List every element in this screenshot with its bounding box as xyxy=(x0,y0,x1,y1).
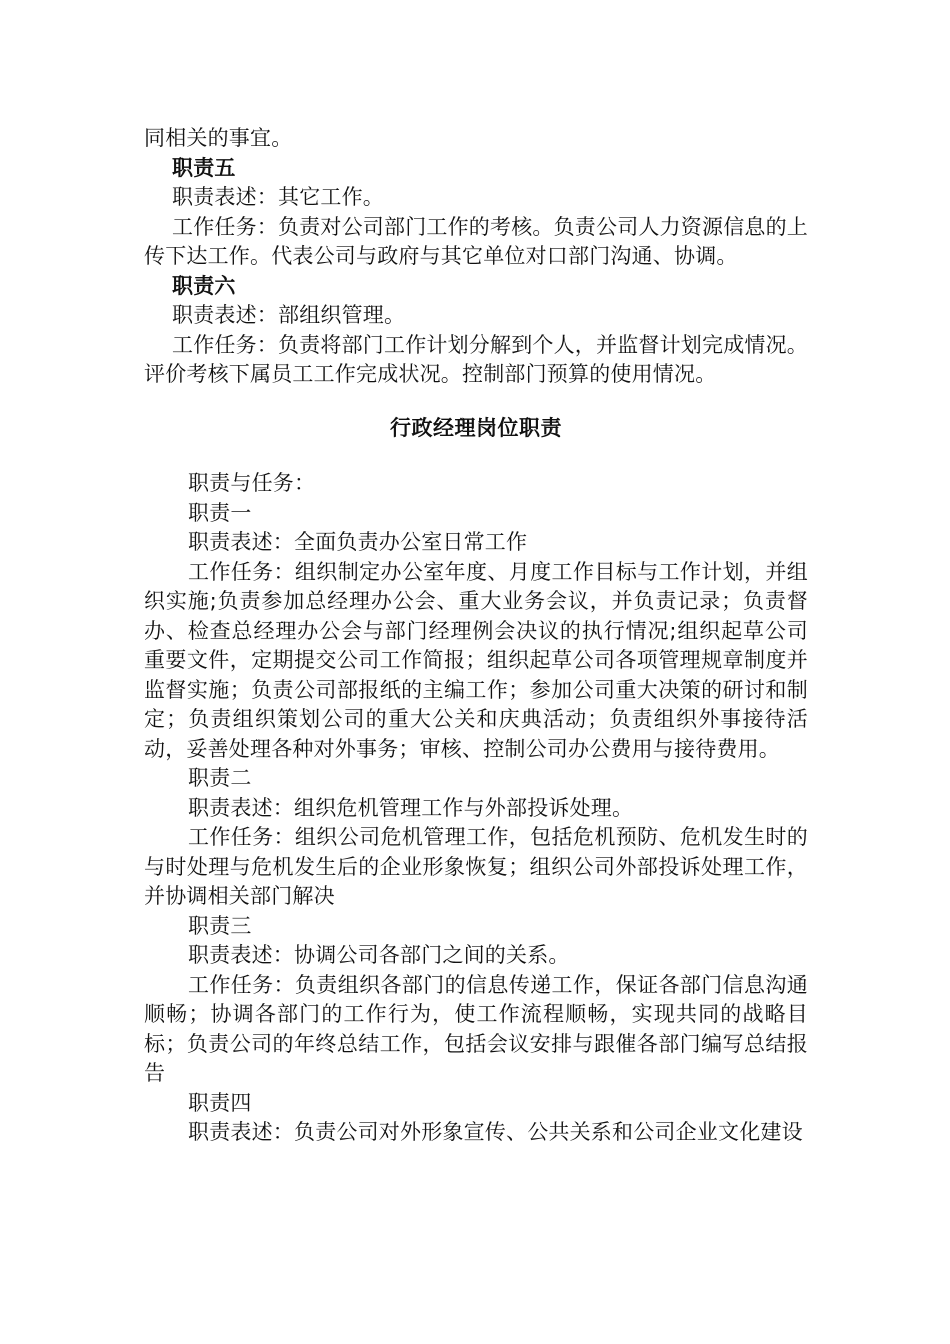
duty3-task: 工作任务：负责组织各部门的信息传递工作，保证各部门信息沟通顺畅；协调各部门的工作行为，使工作流程顺畅，实现共同的战略目标；负责公司的年终总结工作，包括会议安排与跟催各部门编写总结报告 xyxy=(144,972,808,1085)
section-intro: 职责与任务： xyxy=(188,471,316,495)
duty6-desc: 职责表述：部组织管理。 xyxy=(172,303,406,327)
duty2-desc: 职责表述：组织危机管理工作与外部投诉处理。 xyxy=(188,795,634,820)
duty3-desc: 职责表述：协调公司各部门之间的关系。 xyxy=(188,943,570,967)
duty4-heading: 职责四 xyxy=(188,1090,252,1115)
duty5-heading: 职责五 xyxy=(172,155,236,180)
section-title: 行政经理岗位职责 xyxy=(390,415,562,440)
duty3-heading: 职责三 xyxy=(188,913,252,938)
continuation-text: 同相关的事宜。 xyxy=(144,126,293,150)
duty5-desc: 职责表述：其它工作。 xyxy=(172,185,384,209)
duty2-task: 工作任务：组织公司危机管理工作，包括危机预防、危机发生时的与时处理与危机发生后的企业形象恢复；组织公司外部投诉处理工作，并协调相关部门解决 xyxy=(144,825,808,908)
duty6-heading: 职责六 xyxy=(172,273,236,298)
duty1-task: 工作任务：组织制定办公室年度、月度工作目标与工作计划，并组织实施;负责参加总经理办公会、重大业务会议，并负责记录；负责督办、检查总经理办公会与部门经理例会决议的执行情况;组织起草公司重要文件，定期提交公司工作简报；组织起草公司各项管理规章制度并监督实施；负责公司部报纸的主编工作；参加公司重大决策的研讨和制定；负责组织策划公司的重大公关和庆典活动；负责组织外事接待活动，妥善处理各种对外事务；审核、控制公司办公费用与接待费用。 xyxy=(144,559,808,761)
document-body xyxy=(144,124,808,1148)
duty2-heading: 职责二 xyxy=(188,766,252,790)
duty5-task: 工作任务：负责对公司部门工作的考核。负责公司人力资源信息的上传下达工作。代表公司与政府与其它单位对口部门沟通、协调。 xyxy=(144,214,808,268)
duty4-desc: 职责表述：负责公司对外形象宣传、公共关系和公司企业文化建设 xyxy=(188,1120,803,1144)
duty6-task: 工作任务：负责将部门工作计划分解到个人，并监督计划完成情况。评价考核下属员工工作完成状况。控制部门预算的使用情况。 xyxy=(144,332,808,386)
duty1-heading: 职责一 xyxy=(188,500,252,525)
duty1-desc: 职责表述：全面负责办公室日常工作 xyxy=(188,530,528,554)
